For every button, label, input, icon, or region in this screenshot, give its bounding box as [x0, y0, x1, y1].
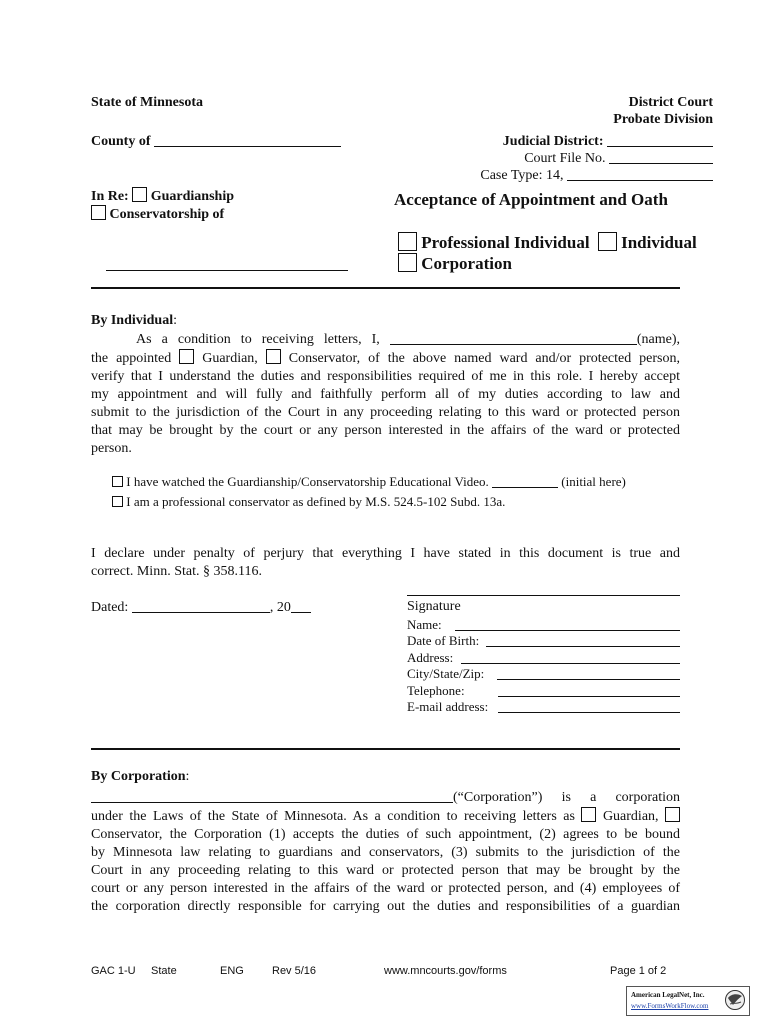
division-label: Probate Division — [613, 112, 713, 127]
telephone-field — [407, 683, 680, 699]
professional-individual-label: Professional Individual — [421, 233, 590, 252]
judicial-district-input-line[interactable] — [607, 132, 713, 147]
publisher-logo — [626, 986, 750, 1016]
declaration-paragraph — [91, 545, 680, 581]
conservatorship-row — [91, 205, 224, 223]
type-row-1 — [398, 232, 697, 253]
section-divider-1 — [91, 287, 680, 289]
judicial-district-label: Judicial District: — [502, 134, 604, 149]
corporation-heading — [91, 769, 189, 785]
individual-line-2b: Conservator, of the above named ward and/or protected person, — [288, 351, 681, 366]
dated-field — [91, 598, 311, 616]
corporation-line-5: Court in any proceeding relating to this ward or protected person that may be brought by the — [91, 863, 680, 878]
dob-input-line[interactable] — [486, 633, 680, 647]
professional-conservator-checkbox[interactable] — [112, 496, 123, 507]
individual-guardian-checkbox[interactable] — [179, 349, 194, 364]
individual-paragraph — [91, 330, 680, 458]
corporation-line-7: the corporation directly responsible for carrying out the duties and responsibilities of a guardian — [91, 899, 680, 914]
court-file-label: Court File No. — [524, 151, 606, 166]
individual-heading-colon: : — [173, 313, 177, 328]
video-check-row — [112, 474, 626, 490]
corporation-guardian-label: Guardian, — [602, 809, 659, 824]
publisher-name: American LegalNet, Inc. — [631, 991, 705, 999]
declaration-line-2: correct. Minn. Stat. § 358.116. — [91, 564, 262, 579]
professional-check-row — [112, 494, 505, 510]
signature-label: Signature — [407, 599, 461, 614]
email-field — [407, 699, 680, 715]
case-type-input-line[interactable] — [567, 166, 713, 181]
individual-heading-text: By Individual — [91, 313, 174, 328]
corporation-paragraph — [91, 788, 680, 916]
court-file-field — [524, 149, 713, 167]
ward-name-line[interactable] — [106, 270, 348, 271]
year-input-line[interactable] — [291, 598, 311, 613]
city-input-line[interactable] — [497, 666, 680, 680]
name-field — [407, 617, 680, 633]
corporation-line-1 — [91, 788, 680, 807]
individual-line-4: my appointment and will fully and faithfully perform all of my duties according to law and — [91, 387, 680, 402]
individual-line-2 — [91, 349, 680, 368]
county-input-line[interactable] — [154, 132, 341, 147]
individual-conservator-checkbox[interactable] — [266, 349, 281, 364]
individual-name-input-line[interactable] — [390, 330, 637, 345]
individual-line-7: person. — [91, 441, 132, 456]
address-field — [407, 650, 680, 666]
individual-line-1b: (name), — [636, 332, 681, 347]
footer-url: www.mncourts.gov/forms — [384, 965, 507, 977]
email-input-line[interactable] — [498, 699, 680, 713]
individual-guardian-label: Guardian, — [202, 351, 258, 366]
professional-individual-checkbox[interactable] — [398, 232, 417, 251]
dated-input-line[interactable] — [132, 598, 270, 613]
footer-rev: Rev 5/16 — [272, 965, 317, 977]
individual-line-6: that may be brought by the court or any person interested in the affairs of the ward or protected — [91, 423, 680, 438]
state-label: State of Minnesota — [91, 95, 203, 110]
form-title: Acceptance of Appointment and Oath — [394, 190, 668, 209]
footer-page: Page 1 of 2 — [610, 965, 667, 977]
corporation-line-6: court or any person interested in the affairs of the ward or protected person, and (4) employees of — [91, 881, 680, 896]
footer-form-id: GAC 1-U — [91, 965, 136, 977]
email-label: E-mail address: — [407, 699, 489, 714]
in-re-row — [91, 187, 234, 205]
in-re-label: In Re: — [91, 189, 129, 204]
city-field — [407, 666, 680, 682]
corporation-heading-text: By Corporation — [91, 769, 186, 784]
corporation-line-1-suffix: (“Corporation”) is a corporation — [453, 790, 680, 805]
conservatorship-checkbox[interactable] — [91, 205, 106, 220]
individual-checkbox[interactable] — [598, 232, 617, 251]
corporation-conservator-checkbox[interactable] — [665, 807, 680, 822]
footer-state: State — [151, 965, 177, 977]
corporation-name-input-line[interactable] — [91, 788, 453, 803]
corporation-line-2a: under the Laws of the State of Minnesota. As a condition to receiving letters as — [91, 809, 575, 824]
individual-line-1a: As a condition to receiving letters, I, — [136, 332, 380, 347]
court-file-input-line[interactable] — [609, 149, 713, 164]
dob-field — [407, 633, 680, 649]
video-check-label: I have watched the Guardianship/Conservatorship Educational Video. — [126, 474, 489, 489]
publisher-url[interactable]: www.FormsWorkFlow.com — [631, 1002, 709, 1010]
individual-line-1 — [91, 330, 680, 349]
county-field — [91, 132, 341, 150]
corporation-heading-colon: : — [185, 769, 190, 784]
guardianship-label: Guardianship — [150, 189, 234, 204]
dob-label: Date of Birth: — [407, 633, 480, 648]
name-label: Name: — [407, 617, 442, 632]
judicial-district-field — [503, 132, 713, 150]
name-input-line[interactable] — [455, 617, 680, 631]
individual-line-2a: the appointed — [91, 351, 172, 366]
initial-here-label: (initial here) — [561, 474, 626, 489]
individual-line-3: verify that I understand the duties and responsibilities required of me in this role. I hereby accept — [91, 369, 680, 384]
telephone-input-line[interactable] — [498, 683, 680, 697]
year-prefix: , 20 — [269, 600, 291, 615]
individual-heading — [91, 313, 177, 329]
county-label: County of — [91, 134, 151, 149]
corporation-checkbox[interactable] — [398, 253, 417, 272]
footer-lang: ENG — [220, 965, 244, 977]
corporation-guardian-checkbox[interactable] — [581, 807, 596, 822]
address-label: Address: — [407, 650, 454, 665]
signature-line[interactable] — [407, 595, 680, 596]
dated-label: Dated: — [91, 600, 129, 615]
corporation-label: Corporation — [421, 254, 512, 273]
declaration-line-1: I declare under penalty of perjury that everything I have stated in this document is true and — [91, 546, 680, 561]
corporation-line-4: by Minnesota law relating to guardians and conservators, (3) submits to the jurisdiction of the — [91, 845, 680, 860]
video-checkbox[interactable] — [112, 476, 123, 487]
publisher-globe-icon — [724, 989, 746, 1011]
case-type-label: Case Type: 14, — [480, 168, 564, 183]
case-type-field — [480, 166, 713, 184]
court-label: District Court — [628, 95, 713, 110]
corporation-line-3: Conservator, the Corporation (1) accepts the duties of such appointment, (2) agrees to be bound — [91, 827, 680, 842]
corporation-line-2 — [91, 807, 680, 826]
initial-input-line[interactable] — [492, 474, 558, 488]
telephone-label: Telephone: — [407, 683, 465, 698]
individual-line-5: submit to the jurisdiction of the Court in any proceeding relating to this ward or protected person — [91, 405, 680, 420]
address-input-line[interactable] — [461, 650, 680, 664]
professional-conservator-label: I am a professional conservator as defined by M.S. 524.5-102 Subd. 13a. — [126, 494, 506, 509]
type-row-2 — [398, 253, 512, 274]
conservatorship-label: Conservatorship of — [109, 207, 225, 222]
guardianship-checkbox[interactable] — [132, 187, 147, 202]
section-divider-2 — [91, 748, 680, 750]
city-label: City/State/Zip: — [407, 666, 485, 681]
individual-label: Individual — [621, 233, 697, 252]
